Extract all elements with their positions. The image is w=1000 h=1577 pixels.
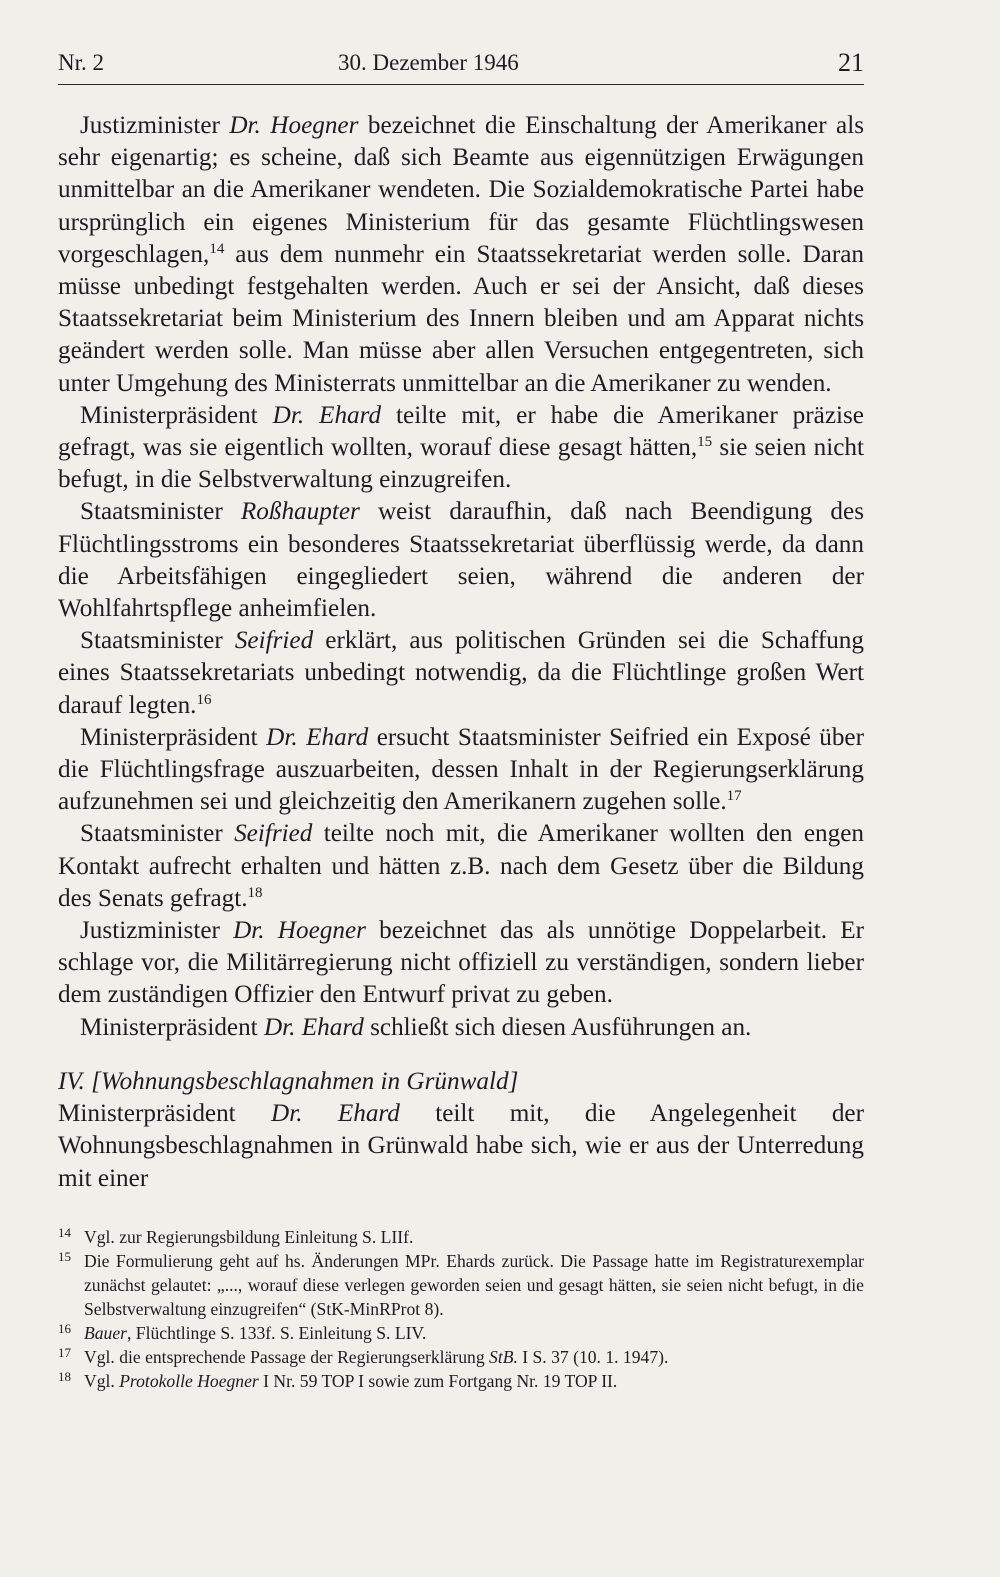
speaker-name: Seifried [234, 627, 314, 655]
paragraph-text: teilte noch mit, die Amerikaner wollten den engen Kontakt aufrecht erhalten und hätten z.B. nach dem Gesetz über die Bildung des Senats gefragt. [58, 820, 865, 912]
paragraph-text: schließt sich diesen Ausführungen an. [363, 1013, 752, 1041]
footnote-text: Die Formulierung geht auf hs. Änderungen MPr. Ehards zurück. Die Passage hatte im Registraturexemplar zunächst gelautet: „..., worauf diese verlegen geworden seien und gesagt hätten, sie seien nicht befugt, in die Selbstverwaltung einzugreifen“ (StK-MinRProt 8). [84, 1251, 864, 1319]
speaker-name: Roßhaupter [240, 498, 360, 526]
footnote-text: I S. 37 (10. 1. 1947). [517, 1347, 669, 1367]
footnote-number: 14 [58, 1225, 71, 1240]
speaker-title: Justizminister [80, 917, 234, 945]
speaker-name: Dr. Ehard [272, 401, 382, 429]
footnote-number: 15 [58, 1249, 71, 1264]
footnote-reference[interactable]: 17 [726, 788, 742, 805]
speaker-name: Dr. Ehard [271, 1100, 400, 1128]
paragraph-text: sie seien nicht befugt, in die Selbstverwaltung einzugreifen. [58, 434, 864, 494]
footnote-reference[interactable]: 14 [209, 240, 225, 257]
paragraph [58, 818, 864, 915]
footnote-reference[interactable]: 16 [196, 691, 212, 708]
footnote-text: I Nr. 59 TOP I sowie zum Fortgang Nr. 19 TOP II. [258, 1371, 618, 1391]
paragraph [58, 496, 864, 625]
paragraph-text: teilt mit, die Angelegenheit der Wohnungsbeschlagnahmen in Grünwald habe sich, wie er aus der Unterredung mit einer [58, 1100, 864, 1192]
speaker-name: Dr. Hoegner [229, 112, 359, 139]
page-header [58, 46, 864, 85]
footnote-number: 17 [58, 1345, 71, 1360]
footnote [58, 1225, 864, 1249]
speaker-title: Ministerpräsident [80, 401, 273, 429]
section-heading-text: IV. [Wohnungsbeschlagnahmen in Grünwald] [58, 1067, 519, 1095]
header-date: 30. Dezember 1946 [338, 50, 519, 75]
speaker-title: Ministerpräsident [58, 1100, 272, 1128]
footnote-text: Vgl. die entsprechende Passage der Regierungserklärung [84, 1347, 490, 1367]
paragraph-text: weist daraufhin, daß nach Beendigung des Flüchtlingsstroms ein besonderes Staatssekretariat überflüssig werde, da dann die Arbeitsfähigen eingegliedert seien, während die anderen der Wohlfahrtspflege anheimfielen. [58, 498, 864, 623]
section-iv [58, 1066, 864, 1195]
paragraph [58, 915, 864, 1012]
paragraph-text: erklärt, aus politischen Gründen sei die Schaffung eines Staatssekretariats unbedingt notwendig, da die Flüchtlinge großen Wert darauf legten. [58, 627, 864, 719]
page-number: 21 [838, 48, 864, 77]
paragraph-text: ersucht Staatsminister Seifried ein Exposé über die Flüchtlingsfrage auszuarbeiten, dessen Inhalt in der Regierungserklärung aufzunehmen sei und gleichzeitig den Amerikanern zugehen solle. [58, 723, 864, 816]
footnotes [58, 1225, 864, 1393]
paragraph-text: bezeichnet die Einschaltung der Amerikaner als sehr eigenartig; es scheine, daß sich Beamte aus eigennützigen Erwägungen unmittelbar an die Amerikaner wendeten. Die Sozialdemokratische Partei habe ursprünglich ein eigenes Ministerium für das gesamte Flüchtlingswesen vorgeschlagen, [58, 112, 864, 268]
speaker-title: Staatsminister [80, 498, 241, 526]
speaker-name: Seifried [234, 820, 313, 848]
paragraph-text: teilte mit, er habe die Amerikaner präzise gefragt, was sie eigentlich wollten, worauf diese gesagt hätten, [58, 401, 864, 462]
footnote-text: Vgl. zur Regierungsbildung Einleitung S. LIIf. [84, 1227, 414, 1247]
footnote [58, 1345, 864, 1369]
footnote-reference[interactable]: 15 [697, 434, 713, 451]
footnote-number: 18 [58, 1369, 71, 1384]
speaker-name: Dr. Hoegner [233, 917, 366, 945]
paragraph [58, 722, 864, 819]
protocol-body [58, 110, 864, 1195]
footnote-citation: Bauer [84, 1323, 127, 1343]
speaker-title: Staatsminister [80, 820, 235, 848]
footnote-text: , Flüchtlinge S. 133f. S. Einleitung S. LIV. [127, 1323, 427, 1343]
speaker-name: Dr. Ehard [263, 1013, 364, 1041]
paragraph [58, 625, 864, 722]
footnote [58, 1249, 864, 1321]
footnote [58, 1321, 864, 1345]
paragraph [58, 400, 864, 497]
speaker-title: Ministerpräsident [80, 723, 267, 751]
footnote-citation: Protokolle Hoegner [119, 1371, 259, 1391]
footnote-number: 16 [58, 1321, 71, 1336]
footnote-citation: StB. [489, 1347, 518, 1367]
speaker-title: Ministerpräsident [80, 1013, 264, 1041]
paragraph-text: bezeichnet das als unnötige Doppelarbeit. Er schlage vor, die Militärregierung nicht offiziell zu verständigen, sondern lieber dem zuständigen Offizier den Entwurf privat zu geben. [58, 917, 864, 1009]
paragraph [58, 1012, 864, 1044]
section-paragraph [58, 1098, 864, 1195]
paragraph [58, 110, 864, 400]
footnote [58, 1369, 864, 1393]
header-issue-number: Nr. 2 [58, 50, 104, 75]
speaker-name: Dr. Ehard [266, 723, 369, 751]
section-heading [58, 1066, 864, 1098]
footnote-reference[interactable]: 18 [247, 884, 263, 901]
speaker-title: Justizminister [80, 112, 230, 139]
paragraph-text: aus dem nunmehr ein Staatssekretariat werden solle. Daran müsse unbedingt festgehalten werden. Auch er sei der Ansicht, daß dieses Staatssekretariat beim Ministerium des Innern bleiben und am Apparat nichts geändert werden solle. Man müsse aber allen Versuchen entgegentreten, sich unter Umgehung des Ministerrats unmittelbar an die Amerikaner zu wenden. [58, 240, 864, 397]
speaker-title: Staatsminister [80, 627, 235, 655]
footnote-text: Vgl. [84, 1371, 120, 1391]
